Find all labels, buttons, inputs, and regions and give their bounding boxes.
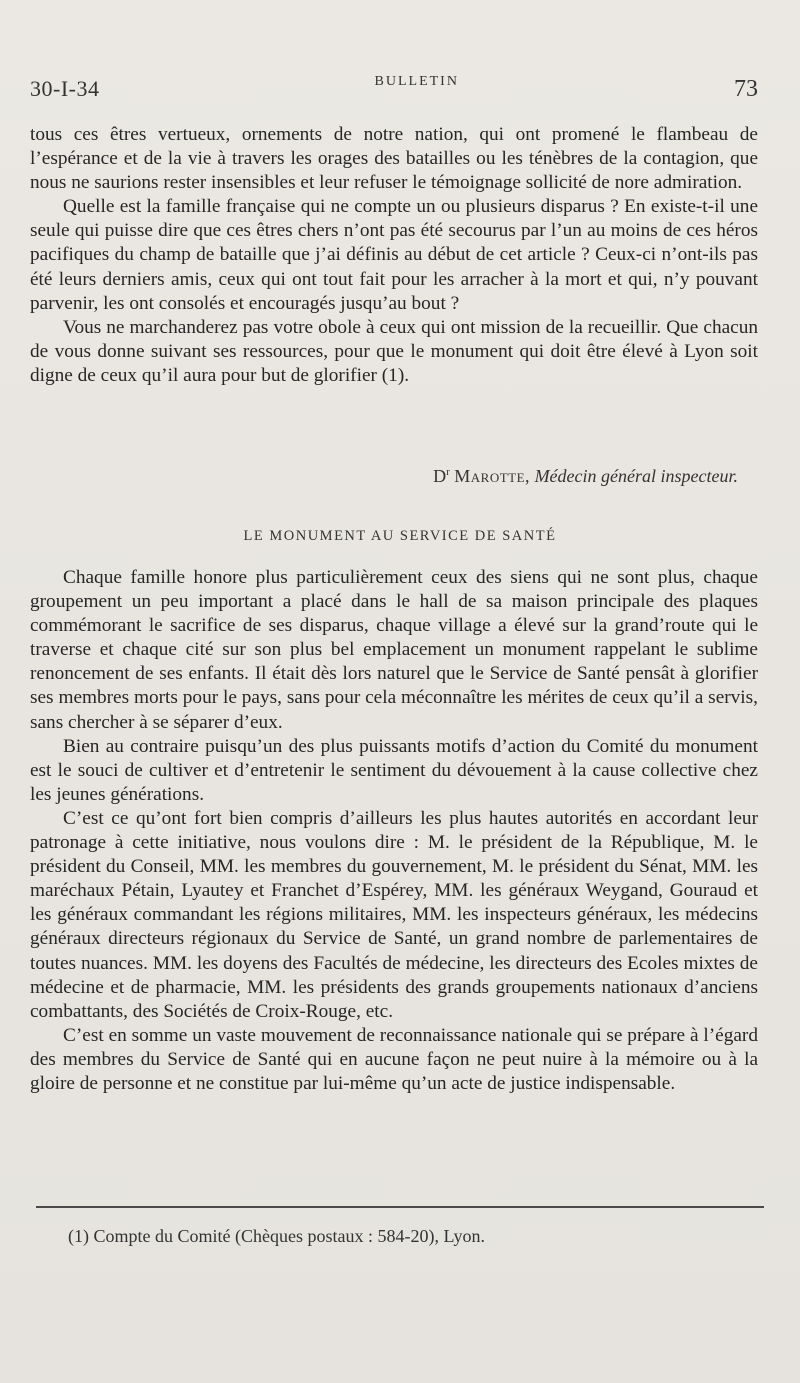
article-continuation <box>30 123 758 388</box>
paragraph: Chaque famille honore plus particulièrement ceux des siens qui ne sont plus, chaque groupement un peu important a placé dans le hall de sa maison principale des plaques commémorant le sacrifice de ses disparus, chaque village a élevé sur la grand’route qui le traverse et chaque cité sur son plus bel emplacement un monument rappelant le sublime renoncement de ses enfants. Il était dès lors naturel que le Service de Santé pensât à glorifier ses membres morts pour le pays, sans pour cela méconnaître les mérites de ceux qu’il a servis, sans chercher à se séparer d’eux. <box>30 567 758 733</box>
paragraph: tous ces êtres vertueux, ornements de notre nation, qui ont promené le flambeau de l’espérance et de la vie à travers les orages des batailles ou les ténèbres de la contagion, que nous ne saurions rester insensibles et leur refuser le témoignage sollicité de nore admiration. <box>30 124 758 194</box>
section-title: LE MONUMENT AU SERVICE DE SANTÉ <box>243 528 557 544</box>
footnote: (1) Compte du Comité (Chèques postaux : 584-20), Lyon. <box>68 1226 485 1246</box>
paragraph: C’est ce qu’ont fort bien compris d’ailleurs les plus hautes autorités en accordant leur patronage à cette initiative, nous voulons dire : M. le président de la République, M. le président du Conseil, MM. les membres du gouvernement, M. le président du Sénat, MM. les maréchaux Pétain, Lyautey et Franchet d’Espérey, MM. les généraux Weygand, Gouraud et les généraux commandant les régions militaires, MM. les inspecteurs généraux, les médecins généraux directeurs régionaux du Service de Santé, un grand nombre de parlementaires de toutes nuances. MM. les doyens des Facultés de médecine, les directeurs des Ecoles mixtes de médecine et de pharmacie, MM. les présidents des grands groupements nationaux d’anciens combattants, des Sociétés de Croix-Rouge, etc. <box>30 807 758 1022</box>
signature-title: D <box>433 466 447 486</box>
signature-role: Médecin général inspecteur. <box>534 466 738 486</box>
page-number: 73 <box>733 76 758 102</box>
header-title: BULLETIN <box>374 74 459 89</box>
author-signature <box>433 466 738 487</box>
article-body <box>30 566 758 1096</box>
running-header <box>30 72 758 106</box>
signature-title-sup: r <box>446 466 450 478</box>
paragraph: C’est en somme un vaste mouvement de reconnaissance nationale qui se prépare à l’égard des membres du Service de Santé qui en aucune façon ne peut nuire à la mémoire ou à la gloire de personne et ne constitue par lui-même qu’un acte de justice indispensable. <box>30 1024 758 1094</box>
paragraph: Vous ne marchanderez pas votre obole à ceux qui ont mission de la recueillir. Que chacun de vous donne suivant ses ressources, pour que le monument qui doit être élevé à Lyon soit digne de ceux qu’il aura pour but de glorifier (1). <box>30 316 758 386</box>
paragraph: Bien au contraire puisqu’un des plus puissants motifs d’action du Comité du monument est le souci de cultiver et d’entretenir le sentiment du dévouement à la cause collective chez les jeunes générations. <box>30 735 758 805</box>
paragraph: Quelle est la famille française qui ne compte un ou plusieurs disparus ? En existe-t-il une seule qui puisse dire que ces êtres chers n’ont pas été secourus par l’un au moins de ces héros pacifiques du champ de bataille que j’ai définis au début de cet article ? Ceux-ci n’ont-ils pas été leurs derniers amis, ceux qui ont tout fait pour les arracher à la mort et qui, n’y pouvant parvenir, les ont consolés et encouragés jusqu’au bout ? <box>30 196 758 314</box>
footnote-divider <box>36 1206 764 1208</box>
signature-name: Marotte, <box>454 466 531 486</box>
header-date: 30-I-34 <box>30 76 100 101</box>
